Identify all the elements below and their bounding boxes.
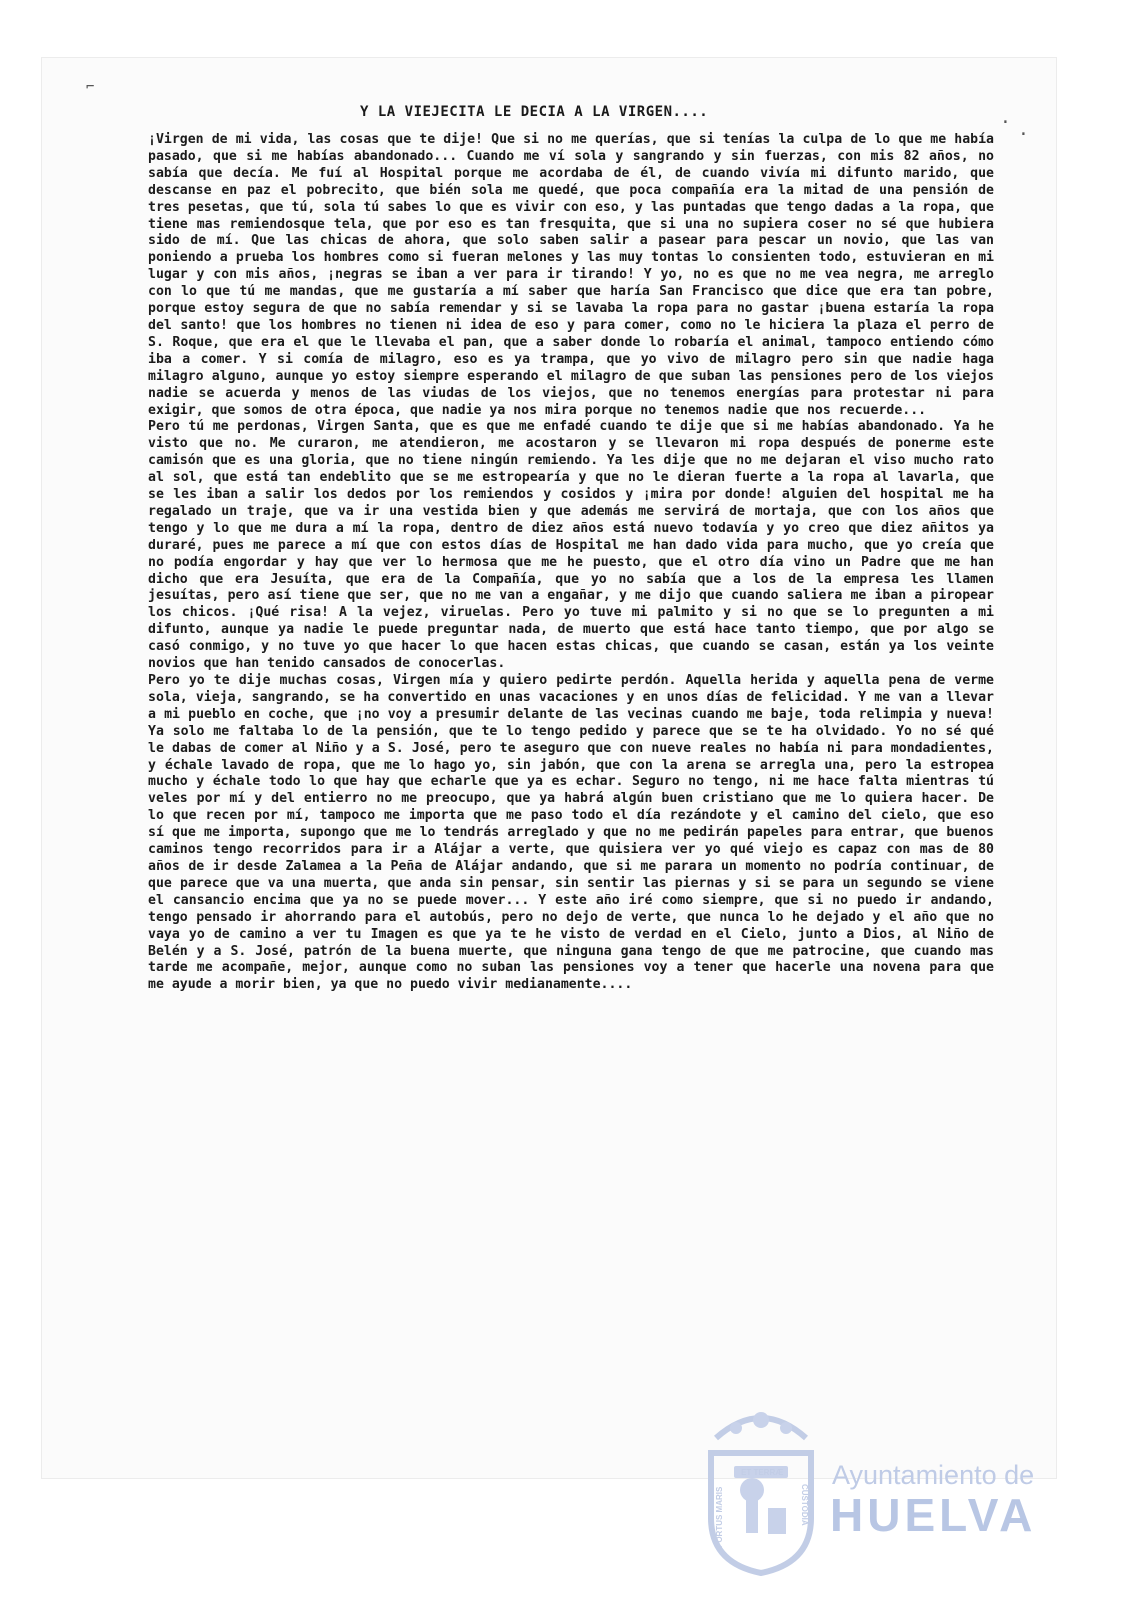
document-title: Y LA VIEJECITA LE DECIA A LA VIRGEN.... [360,104,709,120]
shield-band-text: ET TERRÆ [741,1468,784,1477]
watermark-line1: Ayuntamiento de [832,1460,1035,1490]
scan-corner-mark: ⌐ [86,79,95,95]
ayuntamiento-huelva-watermark [696,1398,1046,1578]
watermark-line2: HUELVA [830,1489,1037,1541]
document-body [148,132,994,994]
coat-of-arms-icon [696,1398,826,1578]
paragraph: ¡Virgen de mi vida, las cosas que te dije! Que si no me querías, que si tenías la culpa de lo que me había pasado, que si me habías abandonado... Cuando me ví sola y sangrando y sin fuerzas, con mis 82 años, no sabía que decía. Me fuí al Hospital porque me acordaba de él, de cuando vivía mi difunto marido, que descanse en paz el pobrecito, que bién sola me quedé, que poca compañía era la mitad de una pensión de tres pesetas, que tú, sola tú sabes lo que es vivir con eso, y las puntadas que tengo dadas a la ropa, que tiene mas remiendosque tela, que por eso es tan fresquita, que si una no supiera coser no sé que hubiera sido de mí. Que las chicas de ahora, que solo saben salir a pasear para pescar un novio, que las van poniendo a prueba los hombres como si fueran melones y las muy tontas lo consienten todo, estuvieran en mi lugar y con mis años, ¡negras se iban a ver para ir tirando! Y yo, no es que no me vea negra, me arreglo con lo que tú me mandas, que me gustaría a mí saber que haría San Francisco que dice que era tan pobre, porque estoy segura de que no sabía remendar y si se lavaba la ropa para no gastar ¡buena estaría la ropa del santo! que los hombres no tienen ni idea de eso y para comer, como no le hiciera la plaza el perro de S. Roque, que era el que le llevaba el pan, que a saber donde lo robaría el animal, tampoco entiendo cómo iba a comer. Y si comía de milagro, eso es ya trampa, que yo vivo de milagro pero sin que nadie haga milagro alguno, aunque yo estoy siempre esperando el milagro de que suban las pensiones pero de los viejos nadie se acuerda y menos de las viudas de los viejos, que no tenemos energías para protestar ni para exigir, que somos de otra época, que nadie ya nos mira porque no tenemos nadie que nos recuerde... [148,132,994,418]
paragraph: Pero yo te dije muchas cosas, Virgen mía y quiero pedirte perdón. Aquella herida y aquella pena de verme sola, vieja, sangrando, se ha convertido en unas vacaciones y en unos días de felicidad. Y me van a llevar a mi pueblo en coche, que ¡no voy a presumir delante de las vecinas cuando me baje, toda relimpia y nueva! Ya solo me faltaba lo de la pensión, que te lo tengo pedido y parece que se te ha olvidado. Yo no sé qué le dabas de comer al Niño y a S. José, pero te aseguro que con nueve reales no había ni para mondadientes, y échale lavado de ropa, que me lo hago yo, sin jabón, que con la arena se arregla una, pero la estropea mucho y échale todo lo que hay que echarle que ya es echar. Seguro no tengo, ni me hace falta mientras tú veles por mí y del entierro no me preocupo, que ya habrá algún buen cristiano que me lo quiera hacer. De lo que recen por mí, tampoco me importa que me paso todo el día rezándote y el camino del cielo, que eso sí que me importa, supongo que me lo tendrás arreglado y que no me pedirán papeles para entrar, que buenos caminos tengo recorridos para ir a Alájar a verte, que quisiera ver yo qué viejo es capaz con mas de 80 años de ir desde Zalamea a la Peña de Alájar andando, que si me parara un momento no podría continuar, de que parece que va una muerta, que anda sin pensar, sin sentir las piernas y si se para un segundo se viene el cansancio encima que ya no se puede mover... Y este año iré como siempre, que si no puedo ir andando, tengo pensado ir ahorrando para el autobús, pero no dejo de verte, que nunca lo he dejado y el año que no vaya yo de camino a ver tu Imagen es que ya te he visto de verdad en el Cielo, junto a Dios, al Niño de Belén y a S. José, patrón de la buena muerte, que ninguna gana tengo de que me patrocine, que cuando mas tarde me acompañe, mejor, aunque como no suban las pensiones voy a tener que hacerle una novena para que me ayude a morir bien, ya que no puedo vivir medianamente.... [148,673,994,993]
paragraph: Pero tú me perdonas, Virgen Santa, que es que me enfadé cuando te dije que si me habías abandonado. Ya he visto que no. Me curaron, me atendieron, me acostaron y se llevaron mi ropa después de ponerme este camisón que es una gloria, que no tiene ningún remiendo. Ya les dije que no me dejaran el viso mucho rato al sol, que está tan endeblito que se me estropearía y que no le dieran fuerte a la ropa al lavarla, que se les iban a salir los dedos por los remiendos y cosidos y ¡mira por donde! alguien del hospital me ha regalado un traje, que va ir una vestida bien y que además me servirá de mortaja, que con los años que tengo y lo que me dura a mí la ropa, dentro de diez años está nuevo todavía y yo creo que diez añitos ya duraré, pues me parece a mí que con estos días de Hospital me han dado vida para mucho, que yo creía que no podía engordar y hay que ver lo hermosa que me he puesto, que el otro día vino un Padre que me han dicho que era Jesuíta, que era de la Compañía, que yo no sabía que a los de la empresa les llamen jesuítas, pero así tiene que ser, que no me van a engañar, y me dijo que cuando saliera me iban a piropear los chicos. ¡Qué risa! A la vejez, viruelas. Pero yo tuve mi palmito y si no que se lo pregunten a mi difunto, aunque ya nadie le puede preguntar nada, de muerto que está hace tanto tiempo, que por algo se casó conmigo, y no tuve yo que hacer lo que hacen estas chicas, que cuando se casan, están ya los veinte novios que han tenido cansados de conocerlas. [148,419,994,672]
scan-ink-speck: · [1000,112,1011,133]
shield-right-text: CUSTODIA [800,1484,809,1526]
scan-ink-speck: · [1018,124,1029,145]
shield-left-text: PORTUS MARIS [715,1486,724,1548]
